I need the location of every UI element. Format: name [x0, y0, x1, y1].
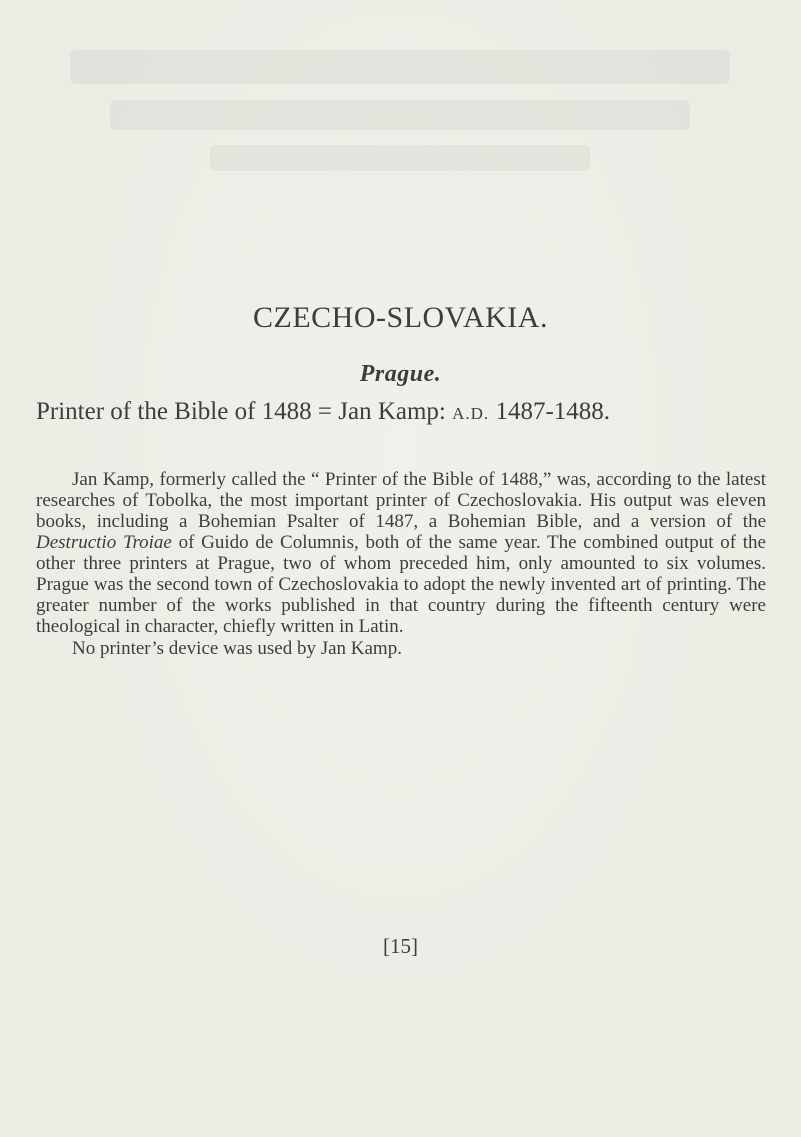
- page-number: [15]: [383, 934, 418, 958]
- era-label: A.D.: [452, 404, 490, 423]
- printer-dates: 1487-1488.: [489, 398, 611, 425]
- body-text: [36, 469, 766, 659]
- device-note-paragraph: No printer’s device was used by Jan Kamp.: [72, 638, 402, 659]
- show-through-texture: [30, 30, 770, 190]
- printer-subheading-prefix: Printer of the Bible of 1488 = Jan Kamp:: [36, 398, 453, 425]
- country-title: CZECHO-SLOVAKIA.: [253, 301, 548, 334]
- body-paragraph: [36, 469, 766, 637]
- city-heading: Prague.: [359, 361, 442, 387]
- printer-subheading: [36, 398, 776, 426]
- paragraph-text-start: Jan Kamp, formerly called the “ Printer of the Bible of 1488,” was, according to the latest researches of Tobolka, the most important printer of Czechoslovakia. His output was eleven books, including a Bohemian Psalter of 1487, a Bohemian Bible, and a version of the: [36, 469, 766, 532]
- paragraph-text-end: of Guido de Columnis, both of the same year. The combined output of the other three printers at Prague, two of whom preceded him, only amounted to six volumes. Prague was the second town of Czechoslovakia to adopt the newly invented art of printing. The greater number of the works published in that country during the fifteenth century were theological in character, chiefly written in Latin.: [36, 532, 766, 637]
- book-title-italic: Destructio Troiae: [36, 532, 172, 553]
